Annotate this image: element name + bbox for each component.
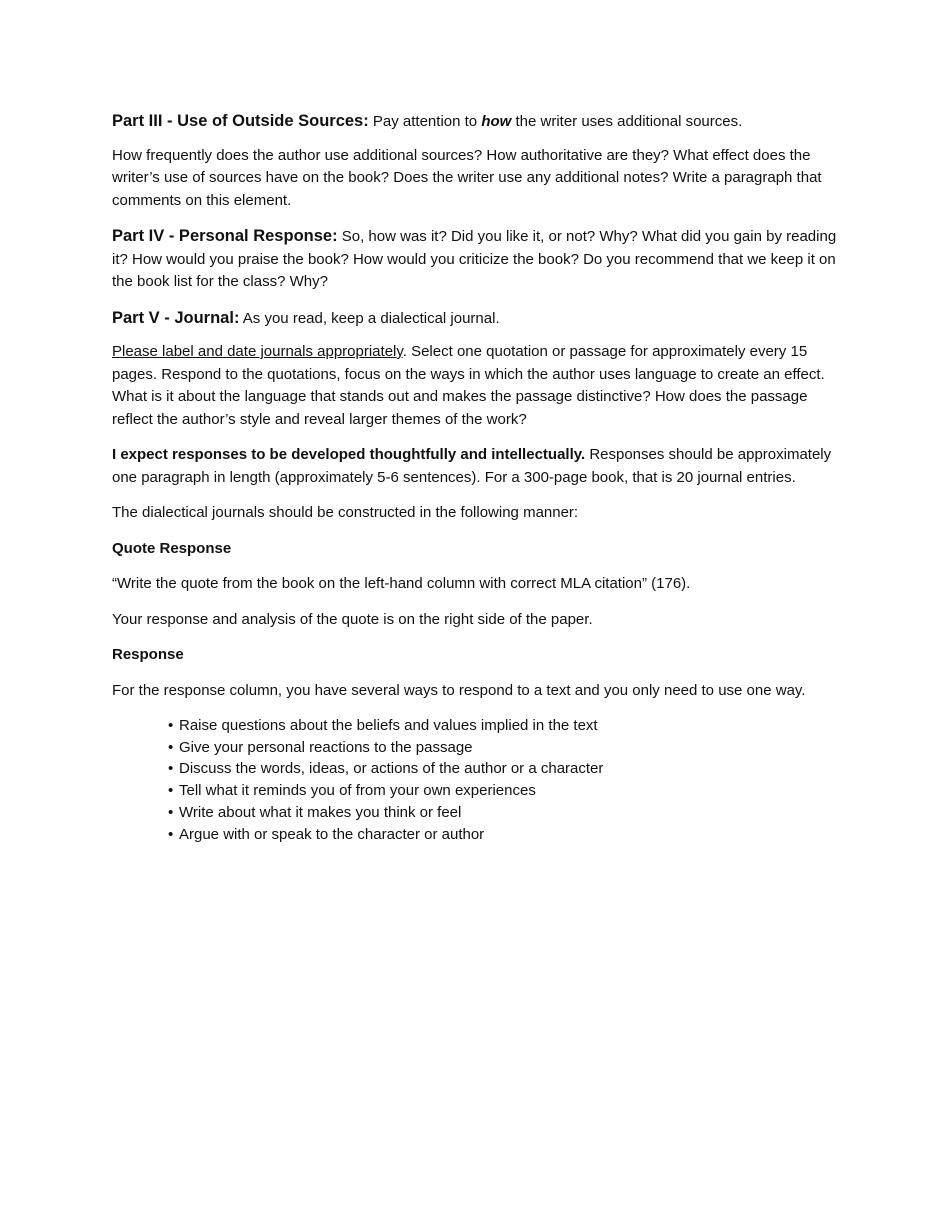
response-heading: Response: [112, 646, 184, 663]
part3-title: Part III - Use of Outside Sources:: [112, 112, 369, 130]
part3-intro-after: the writer uses additional sources.: [511, 113, 743, 130]
quote-example: “Write the quote from the book on the left-hand column with correct MLA citation” (176).: [112, 575, 691, 592]
part3-body: How frequently does the author use additional sources? How authoritative are they? What effect does the writer’s use of sources have on the book? Does the writer use any additional notes? Write a paragraph that comments on this element.: [112, 146, 822, 209]
journal-instructions: [112, 341, 842, 431]
part3-intro-emphasis: how: [481, 113, 512, 130]
journal-label-instruction: Please label and date journals appropriately: [112, 343, 403, 360]
response-intro: For the response column, you have several ways to respond to a text and you only need to use one way.: [112, 681, 806, 699]
expectations-rest: Responses should be approximately one paragraph in length (approximately 5-6 sentences). For a 300-page book, that is 20 journal entries.: [112, 446, 832, 486]
bullet-icon: •: [168, 803, 174, 821]
part3-heading-line: [112, 110, 842, 134]
expectations-bold: I expect responses to be developed thoughtfully and intellectually.: [112, 446, 586, 463]
part4-paragraph: [112, 225, 842, 294]
list-item-text: Write about what it makes you think or feel: [179, 803, 462, 821]
response-ways-list: [112, 715, 842, 845]
list-item: [168, 715, 842, 737]
list-item: [168, 824, 842, 846]
bullet-icon: •: [168, 717, 174, 734]
list-item: [168, 737, 842, 759]
part3-intro-before: Pay attention to: [368, 113, 482, 130]
journal-instructions-rest: . Select one quotation or passage for approximately every 15 pages. Respond to the quotations, focus on the ways in which the author uses language to create an effect. What is it about the language that stands out and makes the passage distinctive? How does the passage reflect the author’s style and reveal larger themes of the work?: [112, 343, 825, 428]
part5-title: Part V - Journal:: [112, 308, 240, 327]
expectations-paragraph: [112, 444, 842, 489]
construction-note: The dialectical journals should be constructed in the following manner:: [112, 504, 579, 521]
list-item-text: Tell what it reminds you of from your own experiences: [179, 782, 536, 800]
part4-title: Part IV - Personal Response:: [112, 227, 338, 245]
list-item: [168, 758, 842, 780]
bullet-icon: •: [168, 782, 174, 800]
part5-heading-line: [112, 307, 842, 331]
list-item: [168, 780, 842, 802]
quote-response-note: Your response and analysis of the quote is on the right side of the paper.: [112, 610, 593, 628]
list-item-text: Raise questions about the beliefs and values implied in the text: [179, 717, 598, 734]
list-item-text: Argue with or speak to the character or author: [179, 825, 485, 843]
quote-response-heading: Quote Response: [112, 539, 232, 557]
document-page: [112, 110, 842, 845]
bullet-icon: •: [168, 825, 174, 843]
list-item: [168, 802, 842, 824]
part5-intro: As you read, keep a dialectical journal.: [239, 309, 500, 327]
bullet-icon: •: [168, 738, 174, 756]
list-item-text: Give your personal reactions to the passage: [179, 738, 473, 756]
list-item-text: Discuss the words, ideas, or actions of the author or a character: [179, 760, 604, 778]
part4-body: So, how was it? Did you like it, or not? Why? What did you gain by reading it? How would you praise the book? How would you criticize the book? Do you recommend that we keep it on the book list for the class? Why?: [112, 228, 837, 290]
bullet-icon: •: [168, 760, 174, 778]
